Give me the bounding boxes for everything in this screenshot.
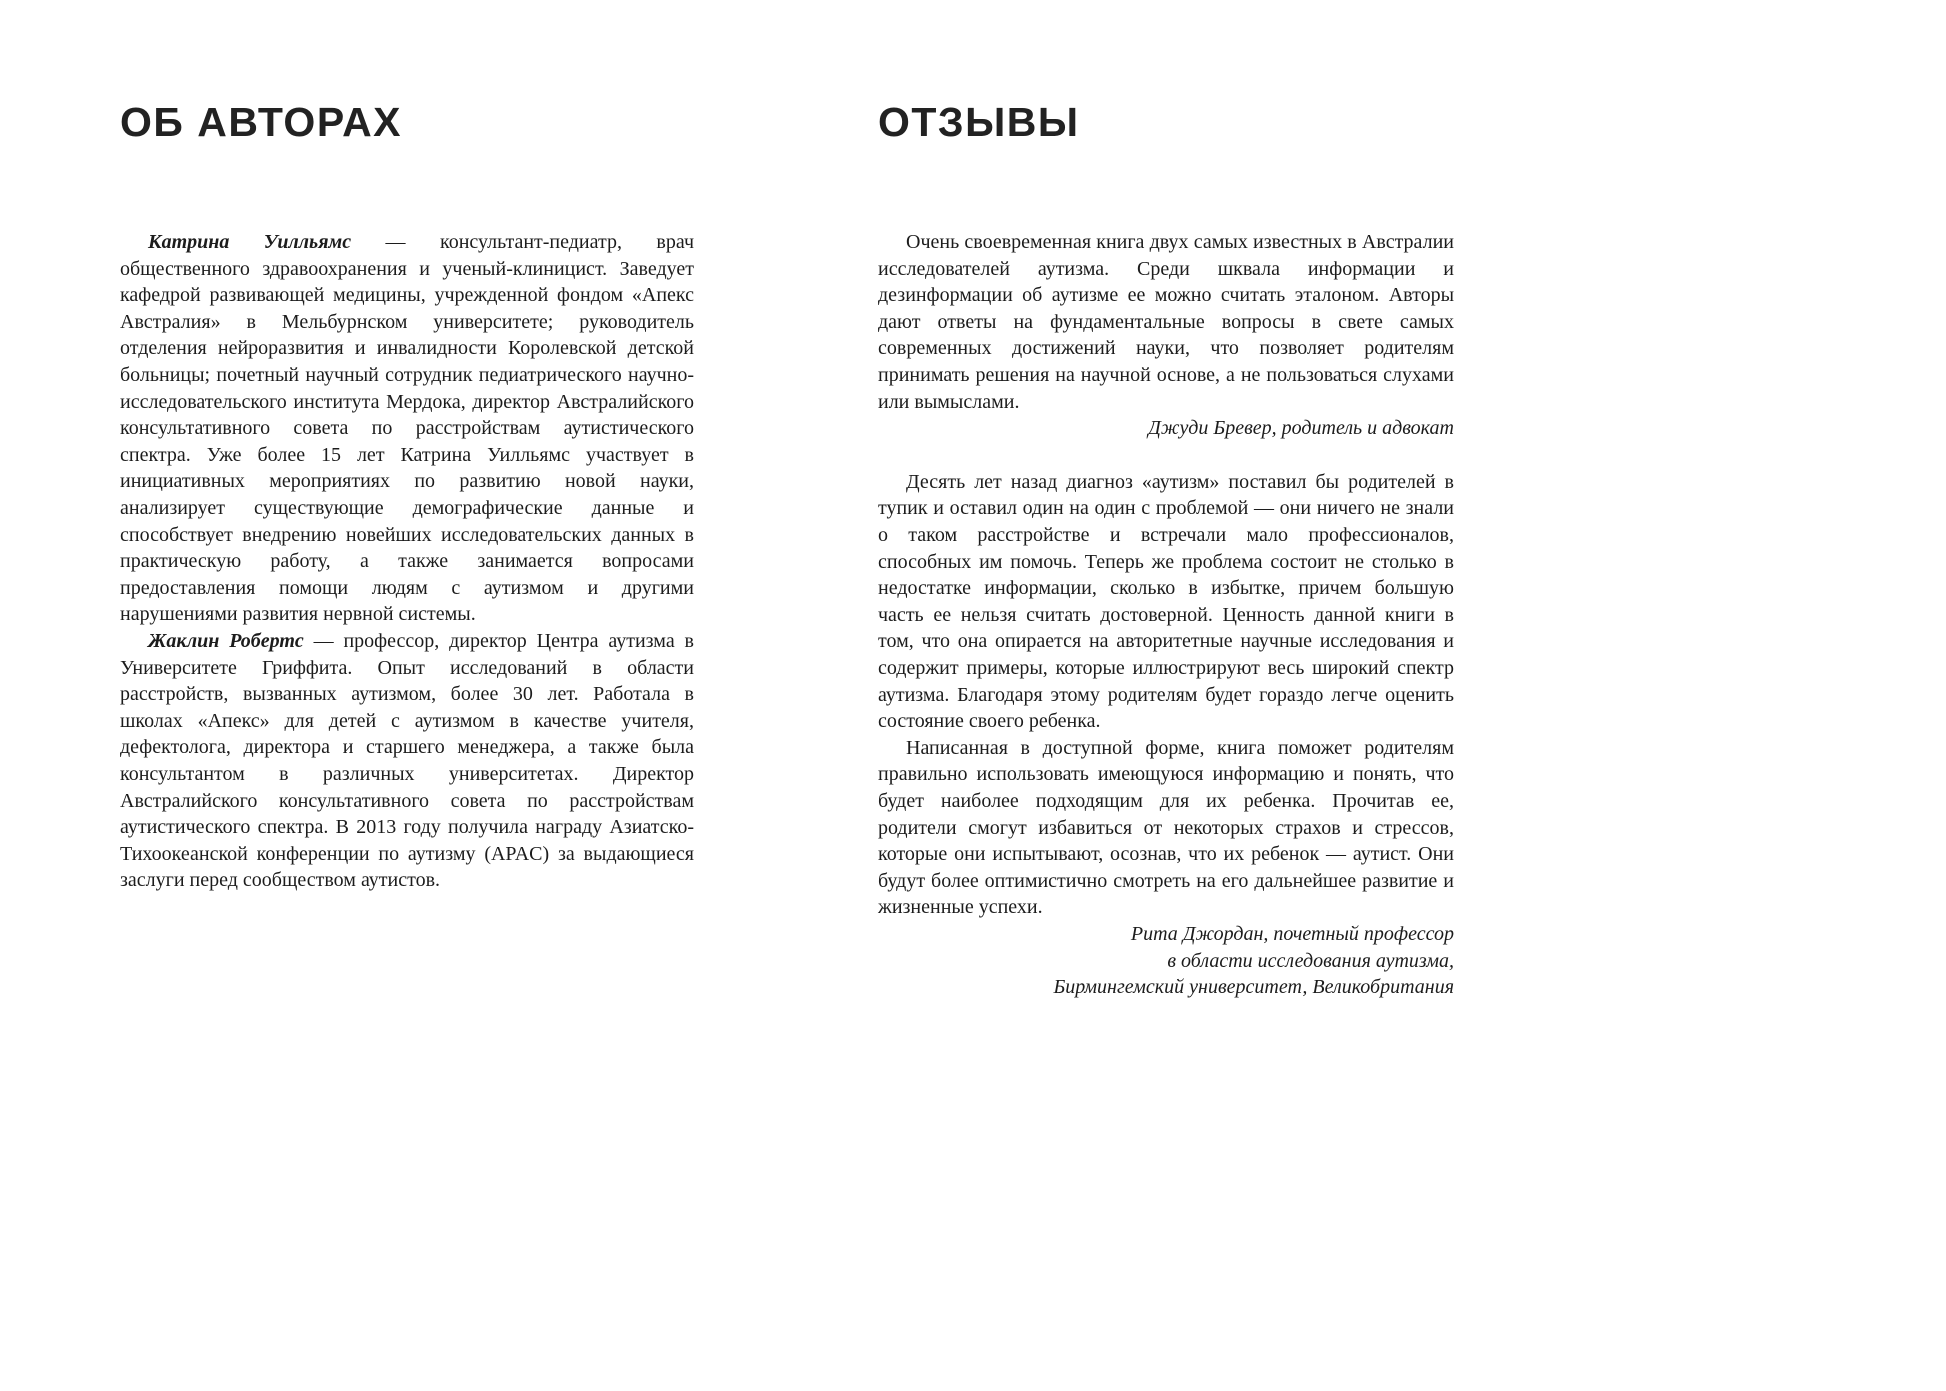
author-name: Жаклин Робертс: [148, 630, 304, 652]
review-block: [878, 229, 1454, 442]
author-bio-text: — профессор, директор Центра аутизма в Университете Гриффита. Опыт исследований в области расстройств, вызванных аутизмом, более 30 лет. Работала в школах «Апекс» для детей с аутизмом в качестве учителя, дефектолога, директора и старшего менеджера, а также была консультантом в различных университетах. Директор Австралийского консультативного совета по расстройствам аутистического спектра. В 2013 году получила награду Азиатско-Тихоокеанской конференции по аутизму (APAC) за выдающиеся заслуги перед сообществом аутистов.: [120, 630, 694, 892]
page-title-about-authors: ОБ АВТОРАХ: [120, 99, 403, 145]
review-attribution: [878, 921, 1454, 1001]
review-paragraph: Десять лет назад диагноз «аутизм» поставил бы родителей в тупик и оставил один на один с проблемой — они ничего не знали о таком расстройстве и встречали мало профессионалов, способных им помочь. Теперь же проблема состоит не столько в недостатке информации, сколько в избытке, причем большую часть ее нельзя считать достоверной. Ценность данной книги в том, что она опирается на авторитетные научные исследования и содержит примеры, которые иллюстрируют весь широкий спектр аутизма. Благодаря этому родителям будет гораздо легче оценить состояние своего ребенка.: [878, 470, 1454, 733]
page-about-authors: [120, 100, 694, 894]
author-bio-paragraph: [120, 628, 694, 894]
review-attribution: [878, 415, 1454, 442]
page-title-reviews: ОТЗЫВЫ: [878, 99, 1080, 145]
attribution-line: Бирмингемский университет, Великобритания: [1053, 976, 1454, 999]
author-bio-paragraph: [120, 229, 694, 628]
review-paragraph: Написанная в доступной форме, книга поможет родителям правильно использовать имеющуюся информацию и понять, что будет наиболее подходящим для их ребенка. Прочитав ее, родители смогут избавиться от некоторых страхов и стрессов, которые они испытывают, осознав, что их ребенок — аутист. Они будут более оптимистично смотреть на его дальнейшее развитие и жизненные успехи.: [878, 736, 1454, 919]
page-reviews: [878, 100, 1454, 1028]
attribution-line: Джуди Бревер, родитель и адвокат: [1148, 417, 1454, 440]
attribution-line: в области исследования аутизма,: [1167, 949, 1454, 972]
author-bio-text: — консультант-педиатр, врач общественного здравоохранения и ученый-клиницист. Заведует кафедрой развивающей медицины, учрежденной фондом «Апекс Австралия» в Мельбурнском университете; руководитель отделения нейроразвития и инвалидности Королевской детской больницы; почетный научный сотрудник педиатрического научно-исследовательского института Мердока, директор Австралийского консультативного совета по расстройствам аутистического спектра. Уже более 15 лет Катрина Уилльямс участвует в инициативных мероприятиях по развитию новой науки, анализирует существующие демографические данные и способствует внедрению новейших исследовательских данных в практическую работу, а также занимается вопросами предоставления помощи людям с аутизмом и другими нарушениями развития нервной системы.: [120, 231, 695, 626]
review-paragraph: Очень своевременная книга двух самых известных в Австралии исследователей аутизма. Среди шквала информации и дезинформации об аутизме ее можно считать эталоном. Авторы дают ответы на фундаментальные вопросы в свете самых современных достижений науки, что позволяет родителям принимать решения на научной основе, а не пользоваться слухами или вымыслами.: [878, 231, 1454, 413]
review-block: [878, 469, 1454, 1001]
attribution-line: Рита Джордан, почетный профессор: [1130, 922, 1454, 945]
about-authors-body: [120, 229, 694, 894]
reviews-body: [878, 229, 1454, 1001]
author-name: Катрина Уилльямс: [148, 231, 352, 254]
